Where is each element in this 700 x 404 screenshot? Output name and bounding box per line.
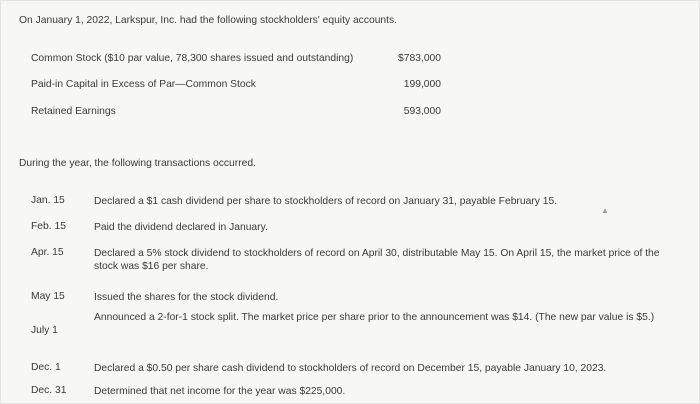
transaction-date: Dec. 1 bbox=[31, 362, 61, 373]
account-label: Retained Earnings bbox=[31, 106, 116, 117]
account-amount: $783,000 bbox=[398, 53, 441, 64]
transaction-description: Declared a $1 cash dividend per share to stockholders of record on January 31, payable February 15. bbox=[94, 196, 558, 207]
account-amount: 593,000 bbox=[403, 106, 441, 117]
transaction-description: Announced a 2-for-1 stock split. The market price per share prior to the announcement was $14. (The new par value is $5.) bbox=[94, 312, 655, 323]
account-label: Paid-in Capital in Excess of Par—Common Stock bbox=[31, 79, 256, 90]
transaction-description: Declared a $0.50 per share cash dividend to stockholders of record on December 15, payable January 10, 2023. bbox=[94, 363, 607, 374]
transaction-date: Jan. 15 bbox=[31, 195, 65, 206]
intro-text: On January 1, 2022, Larkspur, Inc. had the following stockholders' equity accounts. bbox=[19, 15, 398, 26]
transactions-heading: During the year, the following transactions occurred. bbox=[19, 158, 256, 169]
transaction-date: Feb. 15 bbox=[31, 221, 66, 232]
account-amount: 199,000 bbox=[403, 79, 441, 90]
account-row-paid-in-capital bbox=[31, 79, 441, 93]
transaction-description: Declared a 5% stock dividend to stockholders of record on April 30, distributable May 15. On April 15, the market price of the stock was $16 per share. bbox=[94, 248, 660, 272]
transaction-date: Apr. 15 bbox=[31, 247, 64, 258]
transaction-date: July 1 bbox=[31, 325, 58, 336]
transaction-description: Paid the dividend declared in January. bbox=[94, 222, 268, 233]
account-row-common-stock bbox=[31, 53, 441, 67]
transaction-date: May 15 bbox=[31, 291, 65, 302]
account-row-retained-earnings bbox=[31, 106, 441, 120]
transaction-description: Issued the shares for the stock dividend. bbox=[94, 292, 279, 303]
transaction-date: Dec. 31 bbox=[31, 385, 67, 396]
mouse-cursor-icon: ▲ bbox=[601, 206, 609, 215]
account-label: Common Stock ($10 par value, 78,300 shares issued and outstanding) bbox=[31, 53, 354, 64]
transaction-description: Determined that net income for the year was $225,000. bbox=[94, 386, 346, 397]
